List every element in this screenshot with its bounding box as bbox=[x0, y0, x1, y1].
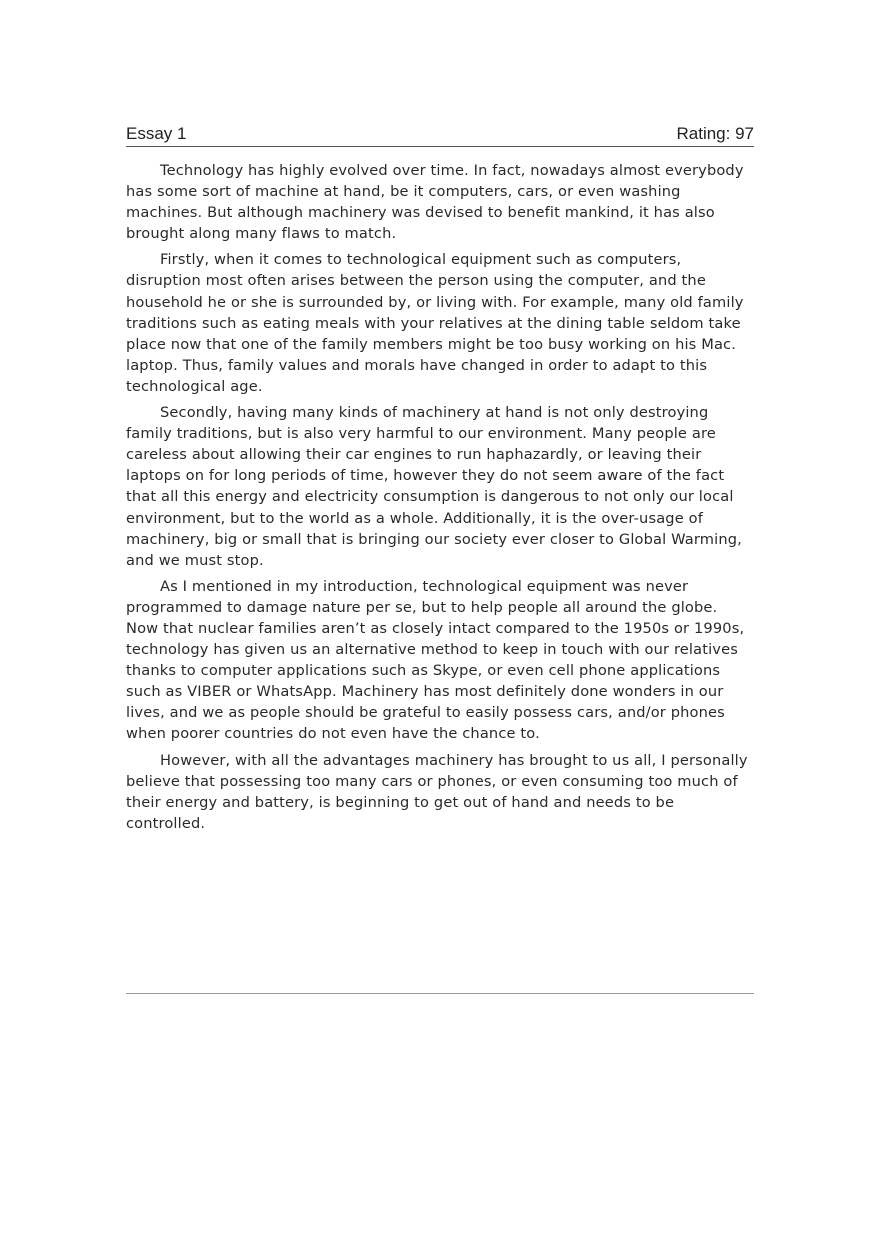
essay-paragraph-4: As I mentioned in my introduction, technological equipment was never programmed to damage nature per se, but to help people all around the globe. Now that nuclear families aren’t as closely intact compared to the 1950s or 1990s, technology has given us an alternative method to keep in touch with our relatives thanks to computer applications such as Skype, or even cell phone applications such as VIBER or WhatsApp. Machinery has most definitely done wonders in our lives, and we as people should be grateful to easily possess cars, and/or phones when poorer countries do not even have the chance to. bbox=[126, 577, 745, 743]
essay-paragraph-5: However, with all the advantages machinery has brought to us all, I personally believe that possessing too many cars or phones, or even consuming too much of their energy and battery, is beginning to get out of hand and needs to be controlled. bbox=[126, 751, 748, 832]
essay-paragraph-1: Technology has highly evolved over time. In fact, nowadays almost everybody has some sort of machine at hand, be it computers, cars, or even washing machines. But although machinery was devised to benefit mankind, it has also brought along many flaws to match. bbox=[126, 162, 744, 243]
header-divider bbox=[126, 146, 754, 147]
essay-body bbox=[126, 160, 754, 839]
essay-rating: Rating: 97 bbox=[676, 124, 754, 143]
page-header bbox=[126, 124, 754, 146]
footer-divider bbox=[126, 993, 754, 994]
essay-paragraph-2: Firstly, when it comes to technological equipment such as computers, disruption most often arises between the person using the computer, and the household he or she is surrounded by, or living with. For example, many old family traditions such as eating meals with your relatives at the dining table seldom take place now that one of the family members might be too busy working on his Mac. laptop. Thus, family values and morals have changed in order to adapt to this technological age. bbox=[126, 251, 744, 395]
essay-paragraph-3: Secondly, having many kinds of machinery at hand is not only destroying family traditions, but is also very harmful to our environment. Many people are careless about allowing their car engines to run haphazardly, or leaving their laptops on for long periods of time, however they do not seem aware of the fact that all this energy and electricity consumption is dangerous to not only our local environment, but to the world as a whole. Additionally, it is the over-usage of machinery, big or small that is bringing our society ever closer to Global Warming, and we must stop. bbox=[126, 404, 742, 569]
essay-title: Essay 1 bbox=[126, 124, 187, 143]
